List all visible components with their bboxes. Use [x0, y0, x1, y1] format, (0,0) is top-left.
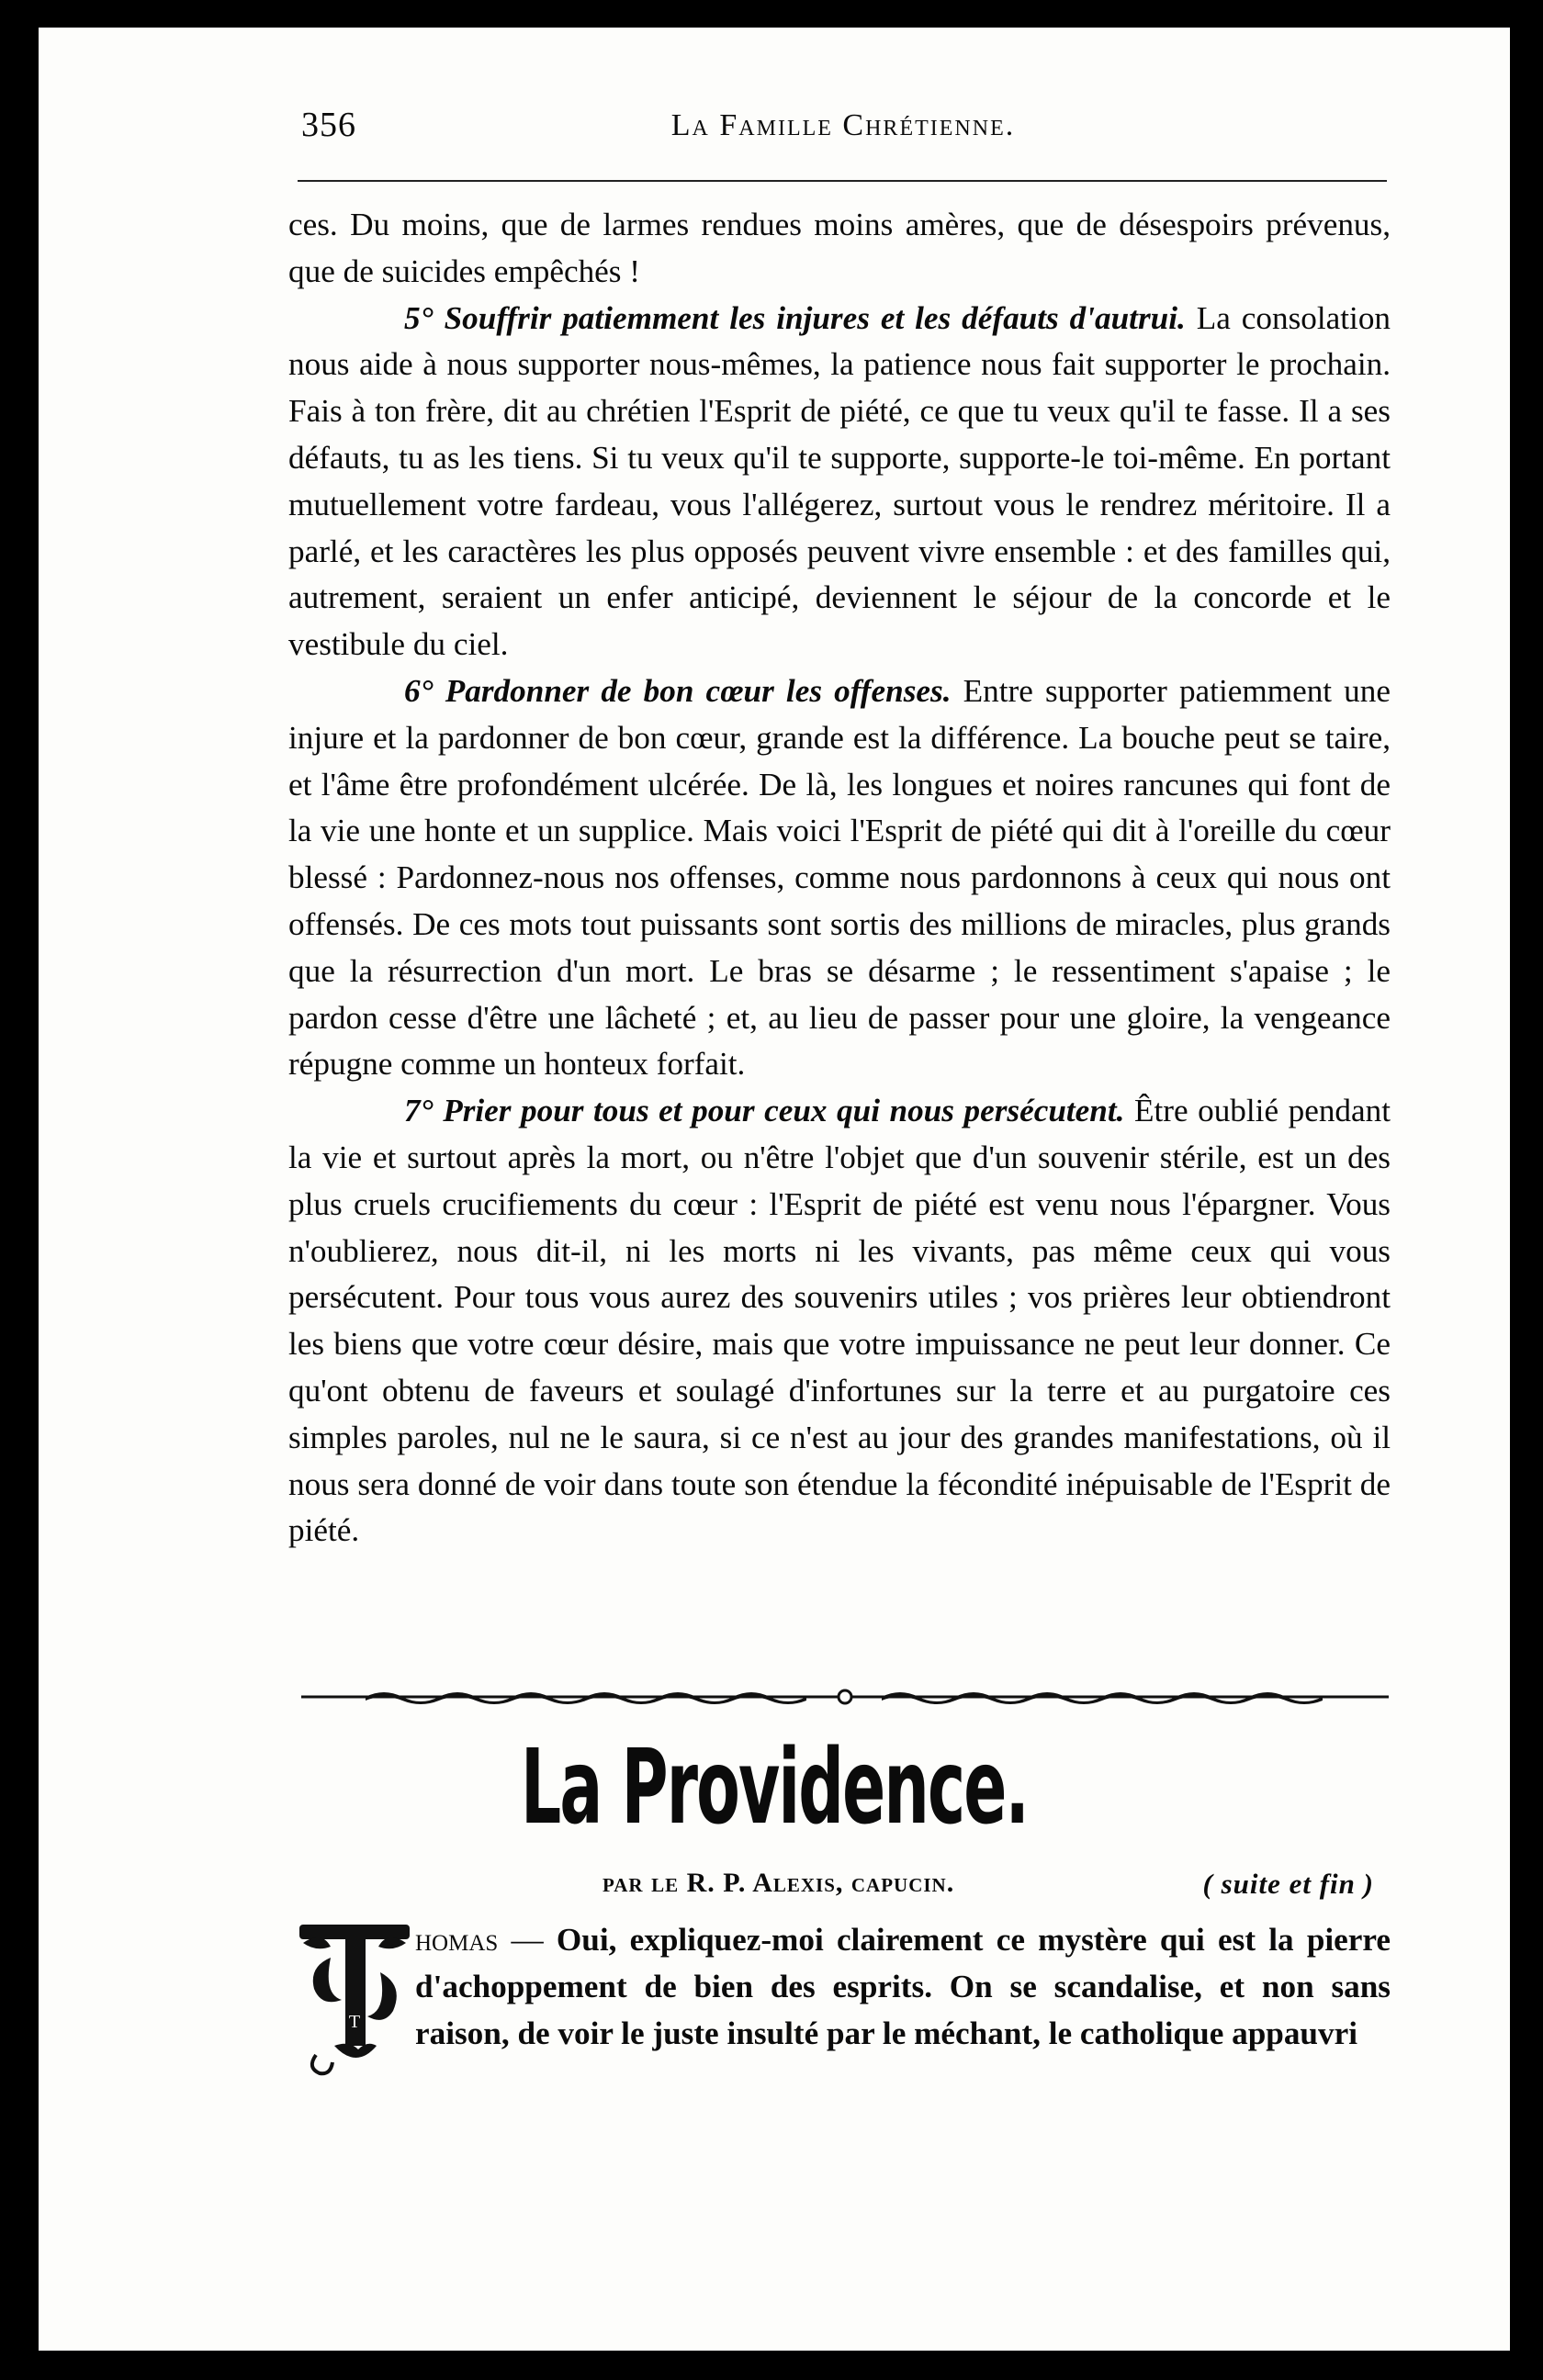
drop-cap-letter: T [348, 2012, 361, 2032]
paragraph-lead: 7° Prier pour tous et pour ceux qui nous persécutent. [404, 1093, 1125, 1129]
body-text [288, 202, 1391, 1555]
paragraph-text: La consolation nous aide à nous supporter nous-mêmes, la patience nous fait supporter le prochain. Fais à ton frère, dit au chrétien l'Esprit de piété, ce que tu veux qu'il te fasse. Il a ses défauts, tu as les tiens. Si tu veux qu'il te supporte, supporte-le toi-même. En portant mutuellement votre fardeau, vous l'allégerez, surtout vous le rendrez méritoire. Il a parlé, et les caractères les plus opposés peuvent vivre ensemble : et des familles qui, autrement, seraient un enfer anticipé, deviennent le séjour de la concorde et le vestibule du ciel. [288, 299, 1391, 663]
paragraph-continuation [288, 202, 1391, 296]
byline-note: ( suite et fin ) [1202, 1868, 1374, 1900]
header-rule [298, 180, 1387, 182]
running-title: La Famille Chrétienne. [670, 108, 1016, 142]
ornate-drop-cap [294, 1917, 415, 2077]
paragraph-text: Être oublié pendant la vie et surtout après la mort, ou n'être l'objet que d'un souvenir stérile, est un des plus cruels crucifiements du cœur : l'Esprit de piété est venu nous l'épargner. Vous n'oublierez, nous dit-il, ni les morts ni les vivants, pas même ceux qui vous persécutent. Pour tous vous aurez des souvenirs utiles ; vos prières leur obtiendront les biens que votre cœur désire, mais que votre impuissance ne peut leur donner. Ce qu'ont obtenu de faveurs et soulagé d'infortunes sur la terre et au purgatoire ces simples paroles, nul ne le saura, si ce n'est au jour des grandes manifestations, où il nous sera donné de voir dans toute son étendue la fécondité inépuisable de l'Esprit de piété. [288, 1093, 1391, 1549]
byline [603, 1868, 1374, 1899]
dialogue-text [415, 1917, 1391, 2057]
dialogue-paragraph [415, 1917, 1391, 2057]
book-page [39, 28, 1510, 2351]
paragraph-text: Entre supporter patiemment une injure et la pardonner de bon cœur, grande est la différence. La bouche peut se taire, et l'âme être profondément ulcérée. De là, les longues et noires rancunes qui font de la vie une honte et un supplice. Mais voici l'Esprit de piété qui dit à l'oreille du cœur blessé : Pardonnez-nous nos offenses, comme nous pardonnons à ceux qui nous ont offensés. De ces mots tout puissants sont sortis des millions de miracles, plus grands que la résurrection d'un mort. Le bras se désarme ; le ressentiment s'apaise ; le pardon cesse d'être une lâcheté ; et, au lieu de passer pour une gloire, la vengeance répugne comme un honteux forfait. [288, 672, 1391, 1083]
page-header [301, 105, 1385, 160]
paragraph-pardon [288, 668, 1391, 1088]
paragraph-text: ces. Du moins, que de larmes rendues moins amères, que de désespoirs prévenus, que de suicides empêchés ! [288, 207, 1391, 289]
paragraph-lead: 6° Pardonner de bon cœur les offenses. [404, 672, 952, 709]
dialogue-line: Oui, expliquez-moi clairement ce mystère qui est la pierre d'achoppement de bien des esprits. On se scandalise, et non sans raison, de voir le juste insulté par le méchant, le catholique appauvri [415, 1922, 1391, 2051]
ornamental-divider [301, 1680, 1389, 1713]
page-number: 356 [301, 106, 356, 144]
speaker-name: homas — [415, 1922, 544, 1958]
paragraph-patience [288, 296, 1391, 668]
byline-author: par le R. P. Alexis, capucin. [603, 1868, 955, 1898]
section-title: La Providence. [520, 1728, 1029, 1847]
paragraph-prayer [288, 1088, 1391, 1555]
paragraph-lead: 5° Souffrir patiemment les injures et les défauts d'autrui. [404, 299, 1186, 336]
